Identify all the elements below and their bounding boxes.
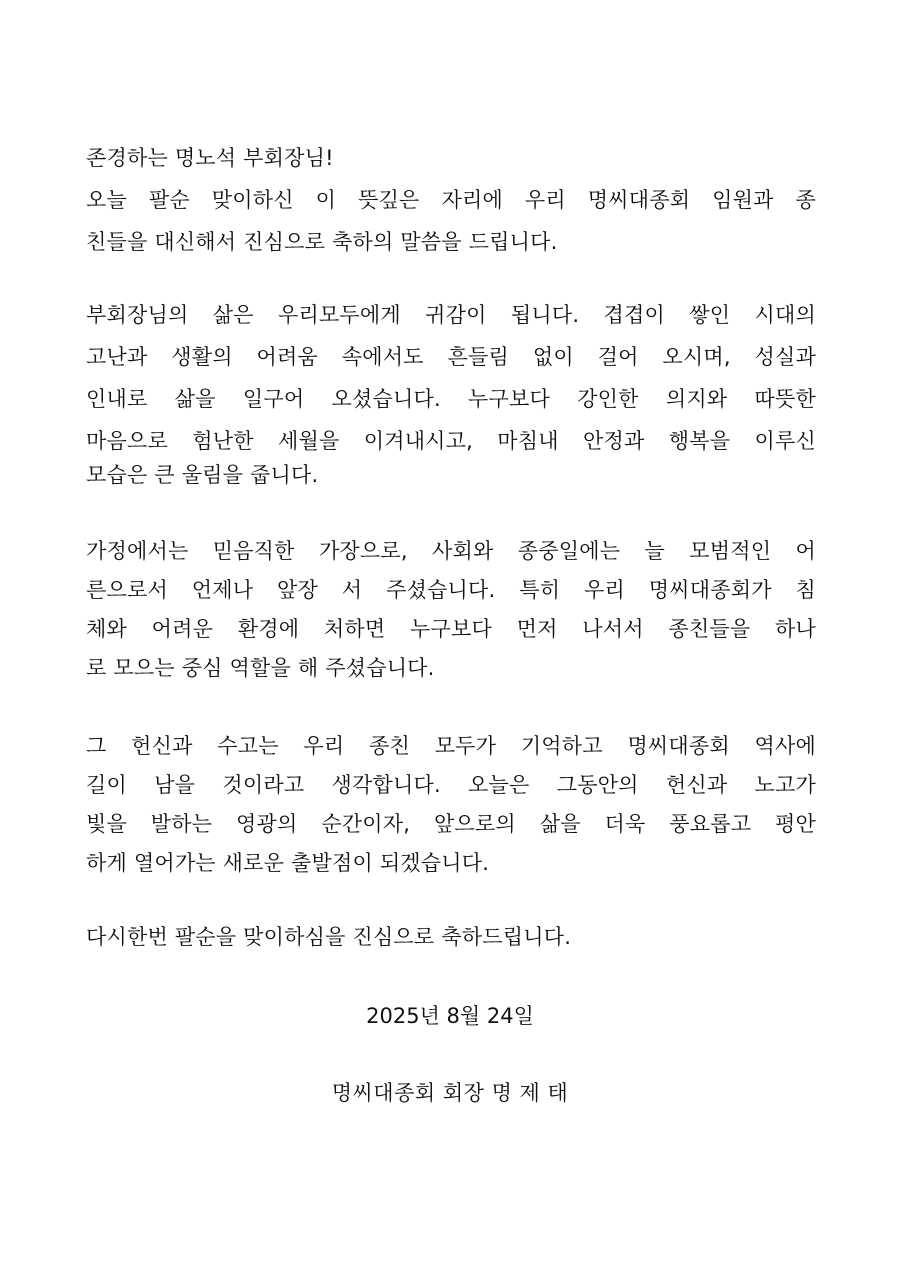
paragraph-1-line-1: 오늘 팔순 맞이하신 이 뜻깊은 자리에 우리 명씨대종회 임원과 종 — [86, 188, 816, 212]
paragraph-2-line-5: 모습은 큰 울림을 줍니다. — [86, 463, 319, 487]
paragraph-4-line-4: 하게 열어가는 새로운 출발점이 되겠습니다. — [86, 851, 490, 875]
paragraph-1-line-2: 친들을 대신해서 진심으로 축하의 말씀을 드립니다. — [86, 230, 558, 254]
paragraph-3-line-1: 가정에서는 믿음직한 가장으로, 사회와 종중일에는 늘 모범적인 어 — [86, 539, 816, 563]
paragraph-4-line-3: 빛을 발하는 영광의 순간이자, 앞으로의 삶을 더욱 풍요롭고 평안 — [86, 812, 816, 836]
paragraph-2-line-2: 고난과 생활의 어려움 속에서도 흔들림 없이 걸어 오시며, 성실과 — [86, 345, 816, 369]
paragraph-4-line-2: 길이 남을 것이라고 생각합니다. 오늘은 그동안의 헌신과 노고가 — [86, 773, 816, 797]
closing-line: 다시한번 팔순을 맞이하심을 진심으로 축하드립니다. — [86, 925, 572, 949]
paragraph-2-line-1: 부회장님의 삶은 우리모두에게 귀감이 됩니다. 겹겹이 쌓인 시대의 — [86, 303, 816, 327]
paragraph-2-line-4: 마음으로 험난한 세월을 이겨내시고, 마침내 안정과 행복을 이루신 — [86, 429, 816, 453]
paragraph-3-line-4: 로 모으는 중심 역할을 해 주셨습니다. — [86, 656, 435, 680]
paragraph-3-line-3: 체와 어려운 환경에 처하면 누구보다 먼저 나서서 종친들을 하나 — [86, 617, 816, 641]
letter-date: 2025년 8월 24일 — [366, 1004, 534, 1028]
signature: 명씨대종회 회장 명 제 태 — [331, 1081, 569, 1105]
paragraph-4-line-1: 그 헌신과 수고는 우리 종친 모두가 기억하고 명씨대종회 역사에 — [86, 734, 816, 758]
paragraph-3-line-2: 른으로서 언제나 앞장 서 주셨습니다. 특히 우리 명씨대종회가 침 — [86, 578, 816, 602]
salutation: 존경하는 명노석 부회장님! — [86, 146, 334, 170]
paragraph-2-line-3: 인내로 삶을 일구어 오셨습니다. 누구보다 강인한 의지와 따뜻한 — [86, 387, 816, 411]
